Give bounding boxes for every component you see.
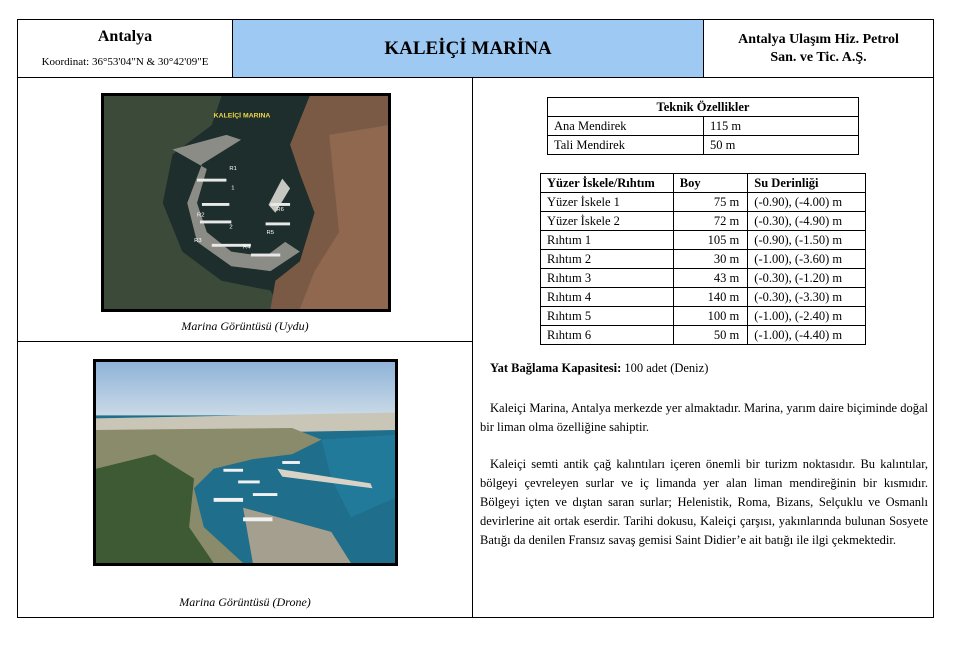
drone-image: [93, 359, 398, 566]
sat-mark-r5: R5: [266, 230, 275, 237]
column-header-depth: Su Derinliği: [748, 174, 866, 193]
page-title: KALEİÇİ MARİNA: [233, 20, 704, 77]
sat-mark-r6: R6: [276, 206, 284, 213]
technical-specs-table: [547, 97, 859, 155]
sat-mark-r4: R4: [243, 244, 251, 251]
table-row: [541, 193, 866, 212]
pier-name: Rıhtım 4: [541, 288, 674, 307]
pier-length: 30 m: [673, 250, 748, 269]
pier-length: 100 m: [673, 307, 748, 326]
image-column: [18, 78, 473, 617]
header: [18, 20, 933, 78]
spec-value: 115 m: [704, 117, 859, 136]
spec-name: Ana Mendirek: [548, 117, 704, 136]
table-row: [548, 136, 859, 155]
pier-length: 105 m: [673, 231, 748, 250]
description-paragraph-2: Kaleiçi semti antik çağ kalıntıları içeren önemli bir turizm noktasıdır. Bu kalıntılar, bölgeyi çevreleyen surlar ve iç limanda yer alan liman mendireğinin bir kısmıdır. Bölgeyi içten ve dıştan saran surlar; Helenistik, Roma, Bizans, Selçuklu ve Osmanlı devirlerine ait ortak eserdir. Tarihi dokusu, Kaleiçi çarşısı, yakınlarında bulunan Sosyete Batığı da denilen Fransız savaş gemisi Saint Didier’e ait batığı ile ilgi çekmektedir.: [480, 457, 928, 547]
mooring-capacity: [490, 361, 708, 376]
description-paragraph-1: Kaleiçi Marina, Antalya merkezde yer almaktadır. Marina, yarım daire biçiminde doğal bir liman olma özelliğine sahiptir.: [480, 401, 928, 434]
pier-name: Rıhtım 1: [541, 231, 674, 250]
capacity-value: 100 adet (Deniz): [624, 361, 709, 375]
company-name: [704, 20, 933, 77]
company-line-2: San. ve Tic. A.Ş.: [770, 50, 867, 65]
pier-name: Rıhtım 6: [541, 326, 674, 345]
spec-value: 50 m: [704, 136, 859, 155]
city-name: Antalya: [97, 28, 153, 45]
pier-length: 140 m: [673, 288, 748, 307]
sat-mark-r2: R2: [197, 212, 205, 219]
table-row: [541, 250, 866, 269]
pier-depth: (-0.90), (-1.50) m: [748, 231, 866, 250]
drone-caption: Marina Görüntüsü (Drone): [179, 595, 311, 609]
table-row: [541, 269, 866, 288]
pier-name: Rıhtım 2: [541, 250, 674, 269]
pier-depth: (-1.00), (-2.40) m: [748, 307, 866, 326]
pier-length: 75 m: [673, 193, 748, 212]
table-header-row: [548, 98, 859, 117]
pier-depth: (-0.30), (-4.90) m: [748, 212, 866, 231]
pier-depth: (-1.00), (-3.60) m: [748, 250, 866, 269]
column-header-name: Yüzer İskele/Rıhtım: [541, 174, 674, 193]
details-column: [473, 78, 933, 617]
pier-name: Yüzer İskele 2: [541, 212, 674, 231]
satellite-image: [101, 93, 391, 312]
satellite-pane: [18, 78, 472, 342]
pier-name: Yüzer İskele 1: [541, 193, 674, 212]
table-row: [541, 307, 866, 326]
table-row: [548, 117, 859, 136]
sat-mark-r1: R1: [229, 165, 237, 172]
location-cell: [18, 20, 233, 77]
column-header-length: Boy: [673, 174, 748, 193]
table-row: [541, 231, 866, 250]
capacity-label: Yat Bağlama Kapasitesi:: [490, 361, 622, 375]
pier-depth: (-0.90), (-4.00) m: [748, 193, 866, 212]
pier-length: 72 m: [673, 212, 748, 231]
sat-mark-2: 2: [229, 224, 233, 231]
satellite-caption: Marina Görüntüsü (Uydu): [181, 319, 309, 333]
table-header-row: [541, 174, 866, 193]
technical-specs-title: Teknik Özellikler: [548, 98, 859, 117]
table-row: [541, 326, 866, 345]
pier-length: 43 m: [673, 269, 748, 288]
satellite-label: KALEİÇİ MARINA: [213, 112, 271, 120]
spec-name: Tali Mendirek: [548, 136, 704, 155]
pier-name: Rıhtım 5: [541, 307, 674, 326]
sat-mark-1: 1: [231, 185, 235, 192]
table-row: [541, 288, 866, 307]
company-line-1: Antalya Ulaşım Hiz. Petrol: [738, 32, 899, 47]
pier-depth: (-1.00), (-4.40) m: [748, 326, 866, 345]
sat-mark-r3: R3: [194, 237, 202, 244]
marina-info-sheet: [17, 19, 934, 618]
coordinates: Koordinat: 36°53'04"N & 30°42'09"E: [41, 56, 209, 68]
pier-length: 50 m: [673, 326, 748, 345]
table-row: [541, 212, 866, 231]
pier-depth: (-0.30), (-3.30) m: [748, 288, 866, 307]
piers-table: [540, 173, 866, 345]
pier-depth: (-0.30), (-1.20) m: [748, 269, 866, 288]
drone-pane: [18, 342, 472, 617]
pier-name: Rıhtım 3: [541, 269, 674, 288]
